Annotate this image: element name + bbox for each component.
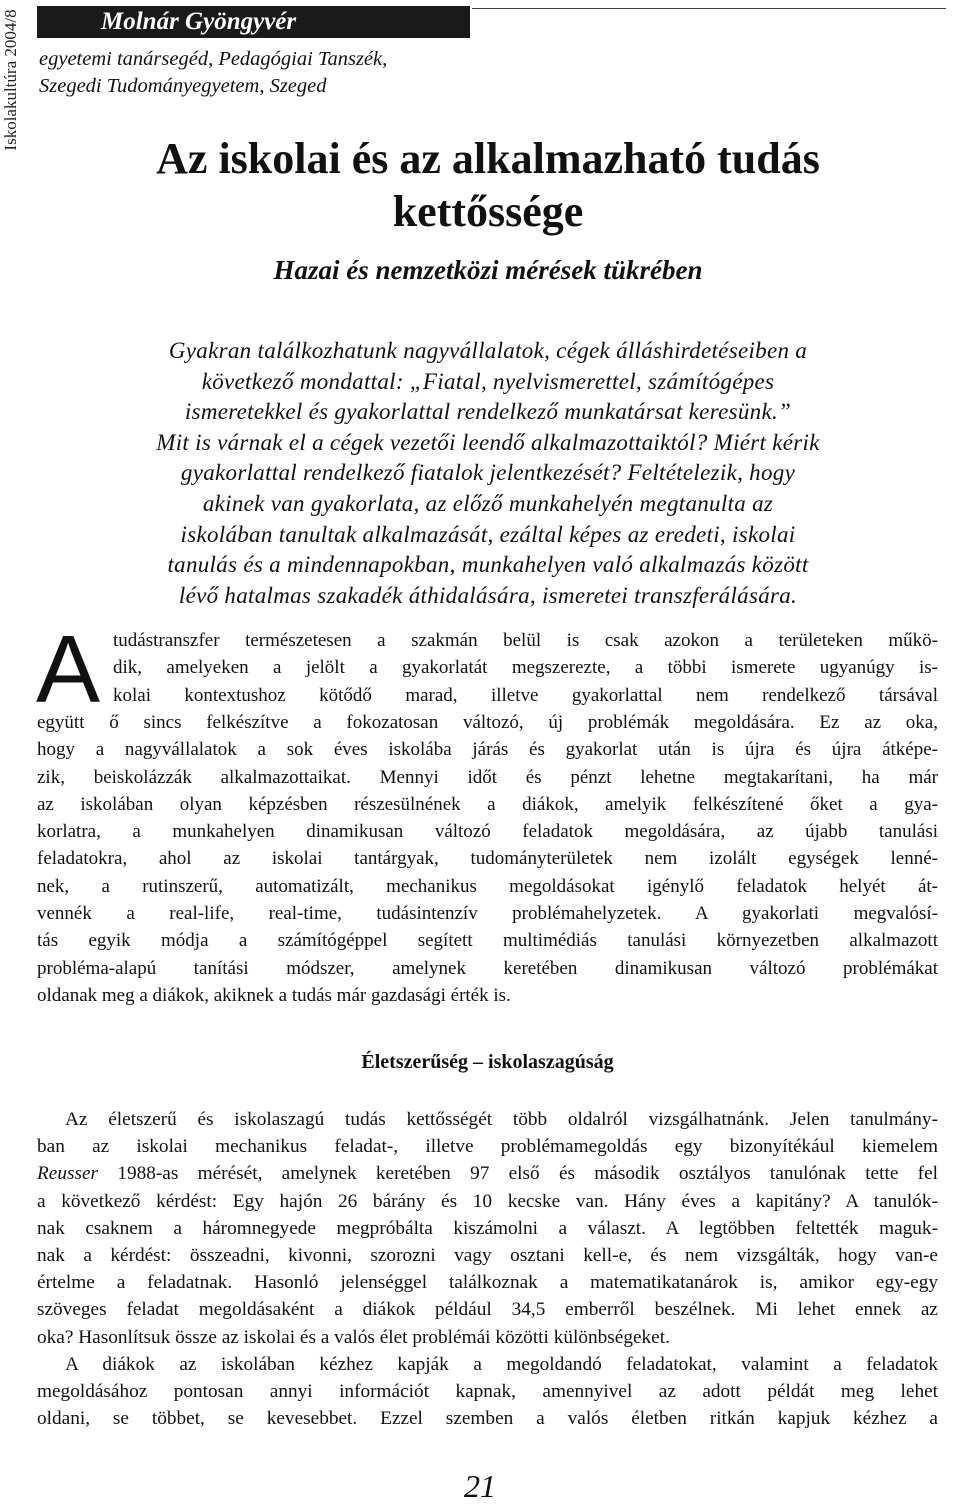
body-line: zik, beiskolázzák alkalmazottaikat. Mennyi időt és pénzt lehetne megtakarítani, ha már [37, 766, 938, 788]
section-line: megoldásához pontosan annyi információt kapnak, amennyivel az adott példát meg lehet [37, 1381, 938, 1403]
lead-line: gyakorlattal rendelkező fiatalok jelentkezését? Feltételezik, hogy [180, 460, 796, 486]
body-line: tudástranszfer természetesen a szakmán belül is csak azokon a területeken műkö- [113, 630, 938, 651]
journal-label: Iskolakultúra 2004/8 [1, 9, 20, 151]
article-subtitle: Hazai és nemzetközi mérések tükrében [273, 255, 703, 285]
author-affiliation [39, 46, 387, 100]
page-number: 21 [464, 1468, 496, 1504]
body-first-lines [113, 627, 938, 709]
body-paragraph [37, 709, 938, 1009]
article-title [30, 132, 946, 238]
lead-line: ismeretekkel és gyakorlattal rendelkező munkatársat keresünk.” [184, 399, 792, 425]
author-name: Molnár Gyöngyvér [101, 8, 297, 35]
body-line: nek, a rutinszerű, automatizált, mechanikus megoldásokat igénylő feladatok helyét át- [37, 875, 938, 897]
body-line: együtt ő sincs felkészítve a fokozatosan változó, új problémák megoldására. Ez az oka, [37, 712, 938, 733]
lead-line: iskolában tanultak alkalmazását, ezáltal képes az eredeti, iskolai [180, 521, 796, 547]
title-line: Az iskolai és az alkalmazható tudás [156, 134, 820, 183]
affiliation-line: Szegedi Tudományegyetem, Szeged [39, 75, 327, 97]
section-line: oka? Hasonlítsuk össze az iskolai és a valós élet problémái közötti különbségeket. [37, 1326, 670, 1348]
journal-running-head [0, 0, 22, 160]
lead-line: lévő hatalmas szakadék áthidalására, ismeretei transzferálására. [178, 582, 798, 608]
section-line: Az életszerű és iskolaszagú tudás kettősségét több oldalról vizsgálhatnánk. Jelen tanulmány- [65, 1109, 938, 1130]
section-line: a következő kérdést: Egy hajón 26 bárány és 10 kecske van. Hány éves a kapitány? A tanulók- [37, 1190, 938, 1212]
section-heading: Életszerűség – iskolaszagúság [361, 1051, 614, 1073]
affiliation-line: egyetemi tanársegéd, Pedagógiai Tanszék, [39, 48, 388, 70]
body-line: dik, amelyeken a jelölt a gyakorlatát megszerezte, a többi ismerete ugyanúgy is- [113, 657, 938, 679]
section-line: nak a kérdést: összeadni, kivonni, szorozni vagy osztani kell-e, és nem vizsgálták, hogy van-e [37, 1245, 938, 1267]
body-line: oldanak meg a diákok, akiknek a tudás már gazdasági érték is. [37, 984, 511, 1006]
body-line: korlatra, a munkahelyen dinamikusan változó feladatok megoldására, az újabb tanulási [37, 821, 938, 843]
section-line: szöveges feladat megoldásaként a diákok például 34,5 emberről beszélnek. Mi lehet ennek az [37, 1299, 938, 1321]
header-rule [472, 8, 946, 9]
body-line: probléma-alapú tanítási módszer, amelynek keretében dinamikusan változó problémákat [37, 957, 938, 979]
section-paragraphs [37, 1106, 938, 1432]
lead-line: tanulás és a mindennapokban, munkahelyen való alkalmazás között [167, 552, 809, 578]
section-line: Reusser 1988-as mérését, amelynek keretében 97 első és második osztályos tanulónak tette fel [37, 1163, 938, 1185]
lead-line: következő mondattal: „Fiatal, nyelvismerettel, számítógépes [201, 368, 775, 394]
section-line: oldani, se többet, se kevesebbet. Ezzel szemben a valós életben ritkán kapjuk kézhez a [37, 1408, 938, 1430]
lead-paragraph [36, 336, 940, 611]
drop-cap: A [36, 616, 101, 723]
lead-line: Gyakran találkozhatunk nagyvállalatok, cégek álláshirdetéseiben a [168, 338, 808, 363]
body-line: tás egyik módja a számítógéppel segített multimédiás tanulási környezetben alkalmazott [37, 930, 938, 952]
lead-line: Mit is várnak el a cégek vezetői leendő alkalmazottaiktól? Miért kérik [156, 429, 820, 455]
cited-author: Reusser [37, 1163, 99, 1185]
title-line: kettőssége [392, 187, 584, 236]
body-line: vennék a real-life, real-time, tudásintenzív problémahelyzetek. A gyakorlati megvalósí- [37, 903, 938, 925]
section-line: értelme a feladatnak. Hasonló jelenséggel találkoznak a matematikatanárok is, amikor egy-egy [37, 1272, 938, 1294]
body-line: feladatokra, ahol az iskolai tantárgyak, tudományterületek nem izolált egységek lenné- [37, 848, 938, 870]
section-line: A diákok az iskolában kézhez kapják a megoldandó feladatokat, valamint a feladatok [65, 1353, 938, 1375]
author-bar [37, 6, 470, 38]
lead-line: akinek van gyakorlata, az előző munkahelyén megtanulta az [202, 490, 774, 516]
section-line: ban az iskolai mechanikus feladat-, illetve problémamegoldás egy bizonyítékául kiemelem [37, 1136, 938, 1158]
body-line: hogy a nagyvállalatok a sok éves iskolába járás és gyakorlat után is újra és újra átképe- [37, 739, 938, 761]
body-line: az iskolában olyan képzésben részesülnének a diákok, amelyik felkészítené őket a gya- [37, 793, 938, 815]
section-line: nak csaknem a háromnegyede megpróbálta kiszámolni a választ. A legtöbben feltették maguk- [37, 1217, 938, 1239]
body-line: kolai kontextushoz kötődő marad, illetve gyakorlattal nem rendelkező társával [113, 684, 938, 706]
